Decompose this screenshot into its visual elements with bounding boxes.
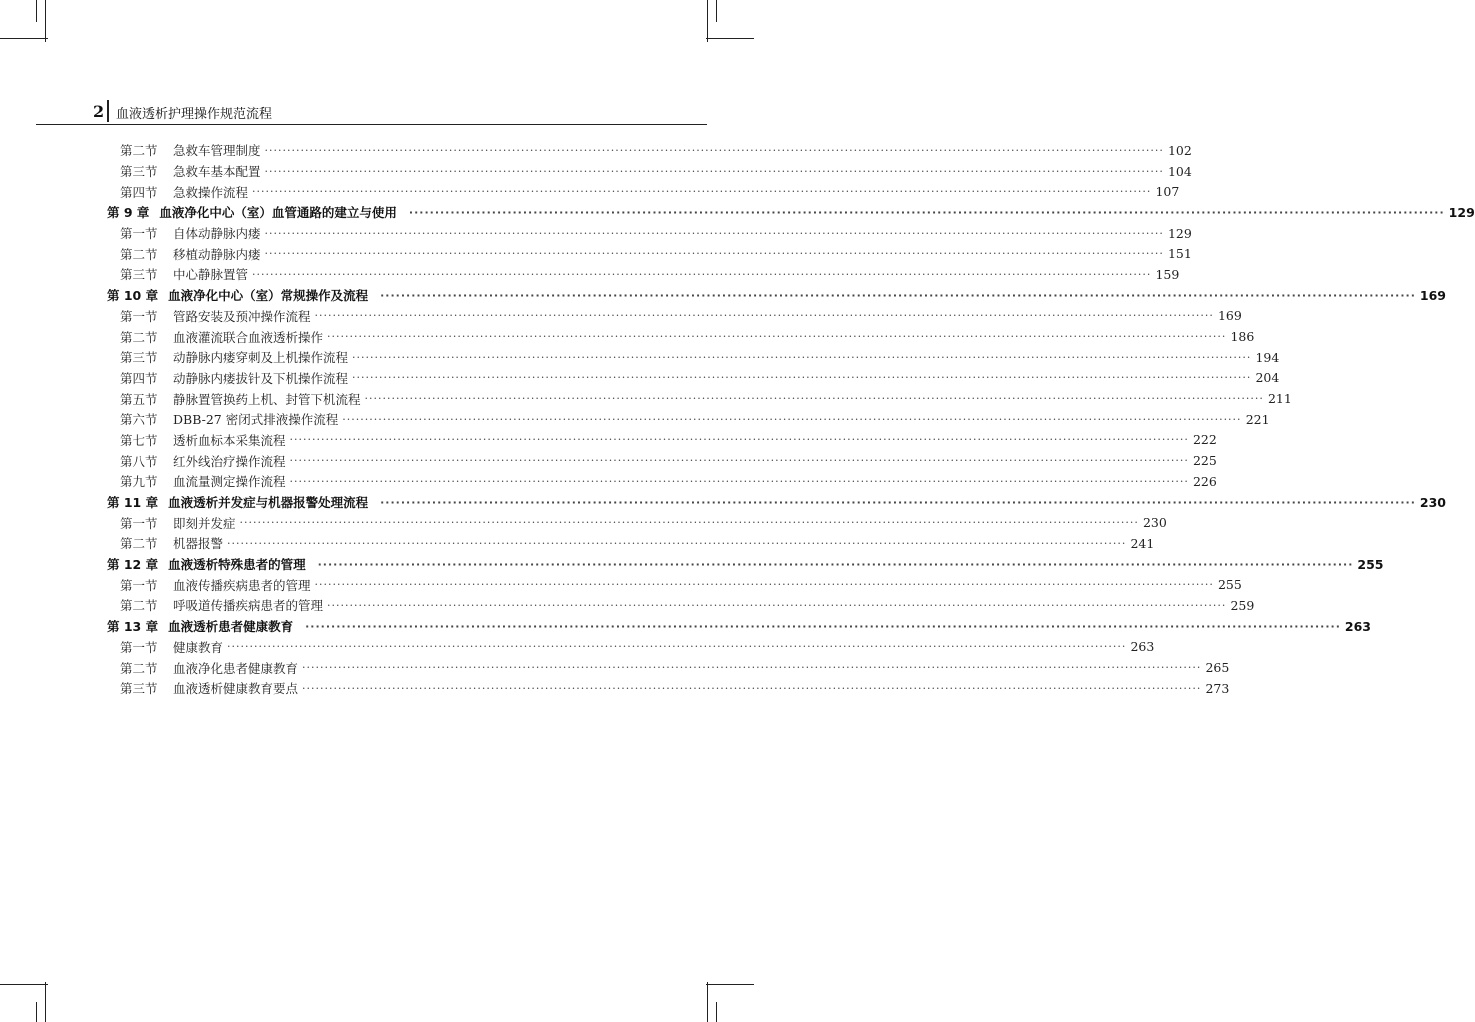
toc-section-row[interactable] bbox=[107, 161, 1192, 182]
toc-entry-number: 第九节 bbox=[120, 474, 158, 490]
toc-leader-dots: ········································································································································································································ bbox=[289, 433, 1189, 447]
toc-leader-dots: ········································································································································································································ bbox=[352, 371, 1252, 385]
toc-entry-number: 第一节 bbox=[120, 577, 158, 593]
toc-leader-dots: ········································································································································································································ bbox=[227, 536, 1127, 550]
toc-entry-page: 263 bbox=[1130, 639, 1155, 655]
toc-entry-number: 第四节 bbox=[120, 370, 158, 386]
toc-leader-dots: ········································································································································································································ bbox=[227, 640, 1127, 654]
toc-leader-dots: ········································································································································································································ bbox=[289, 474, 1189, 488]
toc-chapter-row[interactable] bbox=[107, 492, 1446, 513]
table-of-contents bbox=[107, 140, 1475, 699]
toc-section-row[interactable] bbox=[107, 430, 1217, 451]
toc-entry-title: 血液透析患者健康教育 bbox=[168, 619, 294, 635]
toc-chapter-row[interactable] bbox=[107, 554, 1384, 575]
toc-entry-number: 第一节 bbox=[120, 515, 158, 531]
toc-entry-number: 第一节 bbox=[120, 226, 158, 242]
toc-entry-page: 241 bbox=[1130, 535, 1155, 551]
toc-entry-page: 225 bbox=[1192, 453, 1217, 469]
crop-mark-top-right-v bbox=[707, 0, 708, 42]
toc-entry-page: 222 bbox=[1192, 432, 1217, 448]
toc-section-row[interactable] bbox=[107, 595, 1255, 616]
toc-leader-dots: ········································································································································································································ bbox=[314, 309, 1214, 323]
toc-entry-number: 第六节 bbox=[120, 412, 158, 428]
toc-entry-number: 第三节 bbox=[120, 350, 158, 366]
toc-leader-dots: ········································································································································································································ bbox=[342, 412, 1242, 426]
toc-chapter-row[interactable] bbox=[107, 285, 1446, 306]
toc-entry-page: 169 bbox=[1217, 308, 1242, 324]
toc-entry-page: 221 bbox=[1245, 411, 1270, 427]
toc-entry-title: 动静脉内瘘拔针及下机操作流程 bbox=[173, 370, 349, 386]
toc-entry-number: 第二节 bbox=[120, 329, 158, 345]
toc-entry-number: 第三节 bbox=[120, 164, 158, 180]
toc-entry-title: 管路安装及预冲操作流程 bbox=[173, 308, 311, 324]
toc-entry-title: 透析血标本采集流程 bbox=[173, 432, 286, 448]
toc-leader-dots: ········································································································································································································ bbox=[264, 164, 1164, 178]
toc-leader-dots: ········································································································································································································ bbox=[264, 143, 1164, 157]
toc-leader-dots: ········································································································································································································ bbox=[289, 454, 1189, 468]
toc-leader-dots: ········································································································································································································ bbox=[380, 288, 1416, 302]
toc-section-row[interactable] bbox=[107, 140, 1192, 161]
toc-leader-dots: ········································································································································································································ bbox=[352, 350, 1252, 364]
crop-mark-bottom-right-v bbox=[707, 982, 708, 1022]
toc-entry-title: 血流量测定操作流程 bbox=[173, 474, 286, 490]
book-title: 血液透析护理操作规范流程 bbox=[116, 107, 273, 122]
toc-leader-dots: ········································································································································································································ bbox=[327, 598, 1227, 612]
crop-mark-top-right-v2 bbox=[716, 0, 717, 22]
toc-entry-title: 血液净化中心（室）血管通路的建立与使用 bbox=[159, 205, 397, 221]
toc-section-row[interactable] bbox=[107, 678, 1230, 699]
crop-mark-bottom-left-v bbox=[45, 982, 46, 1022]
running-header bbox=[36, 100, 707, 125]
toc-entry-number: 第 9 章 bbox=[107, 205, 150, 221]
crop-mark-bottom-right-v2 bbox=[716, 1002, 717, 1022]
header-divider bbox=[107, 100, 109, 122]
toc-entry-title: 急救操作流程 bbox=[173, 184, 249, 200]
crop-mark-top-right bbox=[706, 38, 754, 39]
toc-entry-title: 血液净化中心（室）常规操作及流程 bbox=[168, 288, 369, 304]
toc-entry-number: 第一节 bbox=[120, 308, 158, 324]
toc-section-row[interactable] bbox=[107, 512, 1167, 533]
toc-entry-title: 急救车管理制度 bbox=[173, 143, 261, 159]
toc-entry-number: 第八节 bbox=[120, 453, 158, 469]
toc-chapter-row[interactable] bbox=[107, 202, 1475, 223]
toc-entry-number: 第七节 bbox=[120, 432, 158, 448]
toc-leader-dots: ········································································································································································································ bbox=[305, 619, 1341, 633]
toc-section-row[interactable] bbox=[107, 409, 1270, 430]
toc-entry-page: 186 bbox=[1230, 329, 1255, 345]
toc-entry-number: 第二节 bbox=[120, 246, 158, 262]
toc-leader-dots: ········································································································································································································ bbox=[252, 267, 1152, 281]
toc-entry-number: 第二节 bbox=[120, 143, 158, 159]
toc-entry-page: 102 bbox=[1167, 142, 1192, 158]
toc-leader-dots: ········································································································································································································ bbox=[408, 205, 1445, 219]
toc-entry-page: 169 bbox=[1419, 287, 1446, 303]
toc-entry-page: 263 bbox=[1344, 618, 1371, 634]
toc-entry-title: 健康教育 bbox=[173, 639, 224, 655]
toc-entry-number: 第三节 bbox=[120, 267, 158, 283]
toc-entry-page: 259 bbox=[1230, 597, 1255, 613]
toc-section-row[interactable] bbox=[107, 181, 1180, 202]
toc-section-row[interactable] bbox=[107, 657, 1230, 678]
toc-entry-number: 第 12 章 bbox=[107, 557, 159, 573]
toc-entry-title: 血液透析健康教育要点 bbox=[173, 681, 299, 697]
toc-entry-page: 159 bbox=[1155, 266, 1180, 282]
toc-section-row[interactable] bbox=[107, 306, 1242, 327]
toc-entry-number: 第一节 bbox=[120, 639, 158, 655]
toc-leader-dots: ········································································································································································································ bbox=[302, 681, 1202, 695]
crop-mark-top-left-v2 bbox=[36, 0, 37, 22]
page-number: 2 bbox=[93, 102, 105, 121]
toc-entry-page: 151 bbox=[1167, 246, 1192, 262]
toc-entry-page: 255 bbox=[1217, 577, 1242, 593]
toc-entry-title: 自体动静脉内瘘 bbox=[173, 226, 261, 242]
toc-entry-page: 230 bbox=[1142, 515, 1167, 531]
toc-entry-title: 动静脉内瘘穿刺及上机操作流程 bbox=[173, 350, 349, 366]
toc-section-row[interactable] bbox=[107, 637, 1155, 658]
toc-entry-page: 104 bbox=[1167, 163, 1192, 179]
toc-leader-dots: ········································································································································································································ bbox=[327, 330, 1227, 344]
toc-entry-title: 呼吸道传播疾病患者的管理 bbox=[173, 598, 324, 614]
toc-leader-dots: ········································································································································································································ bbox=[364, 392, 1264, 406]
toc-entry-title: 血液透析并发症与机器报警处理流程 bbox=[168, 495, 369, 511]
toc-entry-title: 中心静脉置管 bbox=[173, 267, 249, 283]
toc-entry-number: 第三节 bbox=[120, 681, 158, 697]
toc-section-row[interactable] bbox=[107, 223, 1192, 244]
toc-leader-dots: ········································································································································································································ bbox=[264, 247, 1164, 261]
toc-entry-title: 血液透析特殊患者的管理 bbox=[168, 557, 306, 573]
toc-entry-page: 226 bbox=[1192, 473, 1217, 489]
toc-entry-number: 第 11 章 bbox=[107, 495, 159, 511]
toc-leader-dots: ········································································································································································································ bbox=[252, 185, 1152, 199]
toc-entry-number: 第二节 bbox=[120, 598, 158, 614]
crop-mark-bottom-right bbox=[706, 984, 754, 985]
toc-entry-page: 194 bbox=[1255, 349, 1280, 365]
toc-section-row[interactable] bbox=[107, 368, 1280, 389]
toc-entry-page: 107 bbox=[1155, 184, 1180, 200]
toc-entry-title: 血液净化患者健康教育 bbox=[173, 660, 299, 676]
toc-entry-page: 129 bbox=[1448, 204, 1475, 220]
toc-leader-dots: ········································································································································································································ bbox=[239, 516, 1139, 530]
toc-entry-title: 血液灌流联合血液透析操作 bbox=[173, 329, 324, 345]
toc-leader-dots: ········································································································································································································ bbox=[302, 661, 1202, 675]
toc-section-row[interactable] bbox=[107, 326, 1255, 347]
toc-entry-page: 211 bbox=[1267, 391, 1292, 407]
toc-entry-page: 255 bbox=[1357, 556, 1384, 572]
crop-mark-top-left bbox=[0, 38, 48, 39]
toc-entry-title: 急救车基本配置 bbox=[173, 164, 261, 180]
toc-entry-number: 第四节 bbox=[120, 184, 158, 200]
toc-leader-dots: ········································································································································································································ bbox=[314, 578, 1214, 592]
toc-section-row[interactable] bbox=[107, 388, 1292, 409]
toc-entry-page: 265 bbox=[1205, 660, 1230, 676]
toc-section-row[interactable] bbox=[107, 450, 1217, 471]
toc-entry-title: 血液传播疾病患者的管理 bbox=[173, 577, 311, 593]
toc-entry-title: DBB-27 密闭式排液操作流程 bbox=[173, 412, 339, 428]
toc-entry-title: 红外线治疗操作流程 bbox=[173, 453, 286, 469]
toc-section-row[interactable] bbox=[107, 243, 1192, 264]
crop-mark-bottom-left bbox=[0, 984, 48, 985]
toc-entry-title: 静脉置管换药上机、封管下机流程 bbox=[173, 391, 361, 407]
toc-section-row[interactable] bbox=[107, 533, 1155, 554]
toc-entry-number: 第二节 bbox=[120, 660, 158, 676]
toc-entry-title: 移植动静脉内瘘 bbox=[173, 246, 261, 262]
toc-entry-page: 129 bbox=[1167, 225, 1192, 241]
toc-chapter-row[interactable] bbox=[107, 616, 1371, 637]
toc-entry-number: 第五节 bbox=[120, 391, 158, 407]
toc-leader-dots: ········································································································································································································ bbox=[380, 495, 1416, 509]
toc-entry-title: 即刻并发症 bbox=[173, 515, 236, 531]
toc-entry-title: 机器报警 bbox=[173, 536, 224, 552]
toc-entry-number: 第 13 章 bbox=[107, 619, 159, 635]
crop-mark-top-left-v bbox=[45, 0, 46, 42]
toc-entry-number: 第 10 章 bbox=[107, 288, 159, 304]
toc-leader-dots: ········································································································································································································ bbox=[317, 557, 1354, 571]
toc-entry-page: 273 bbox=[1205, 680, 1230, 696]
toc-entry-number: 第二节 bbox=[120, 536, 158, 552]
toc-entry-page: 230 bbox=[1419, 494, 1446, 510]
toc-section-row[interactable] bbox=[107, 471, 1217, 492]
toc-entry-page: 204 bbox=[1255, 370, 1280, 386]
toc-leader-dots: ········································································································································································································ bbox=[264, 226, 1164, 240]
toc-section-row[interactable] bbox=[107, 574, 1242, 595]
toc-section-row[interactable] bbox=[107, 347, 1280, 368]
crop-mark-bottom-left-v2 bbox=[36, 1002, 37, 1022]
toc-section-row[interactable] bbox=[107, 264, 1180, 285]
